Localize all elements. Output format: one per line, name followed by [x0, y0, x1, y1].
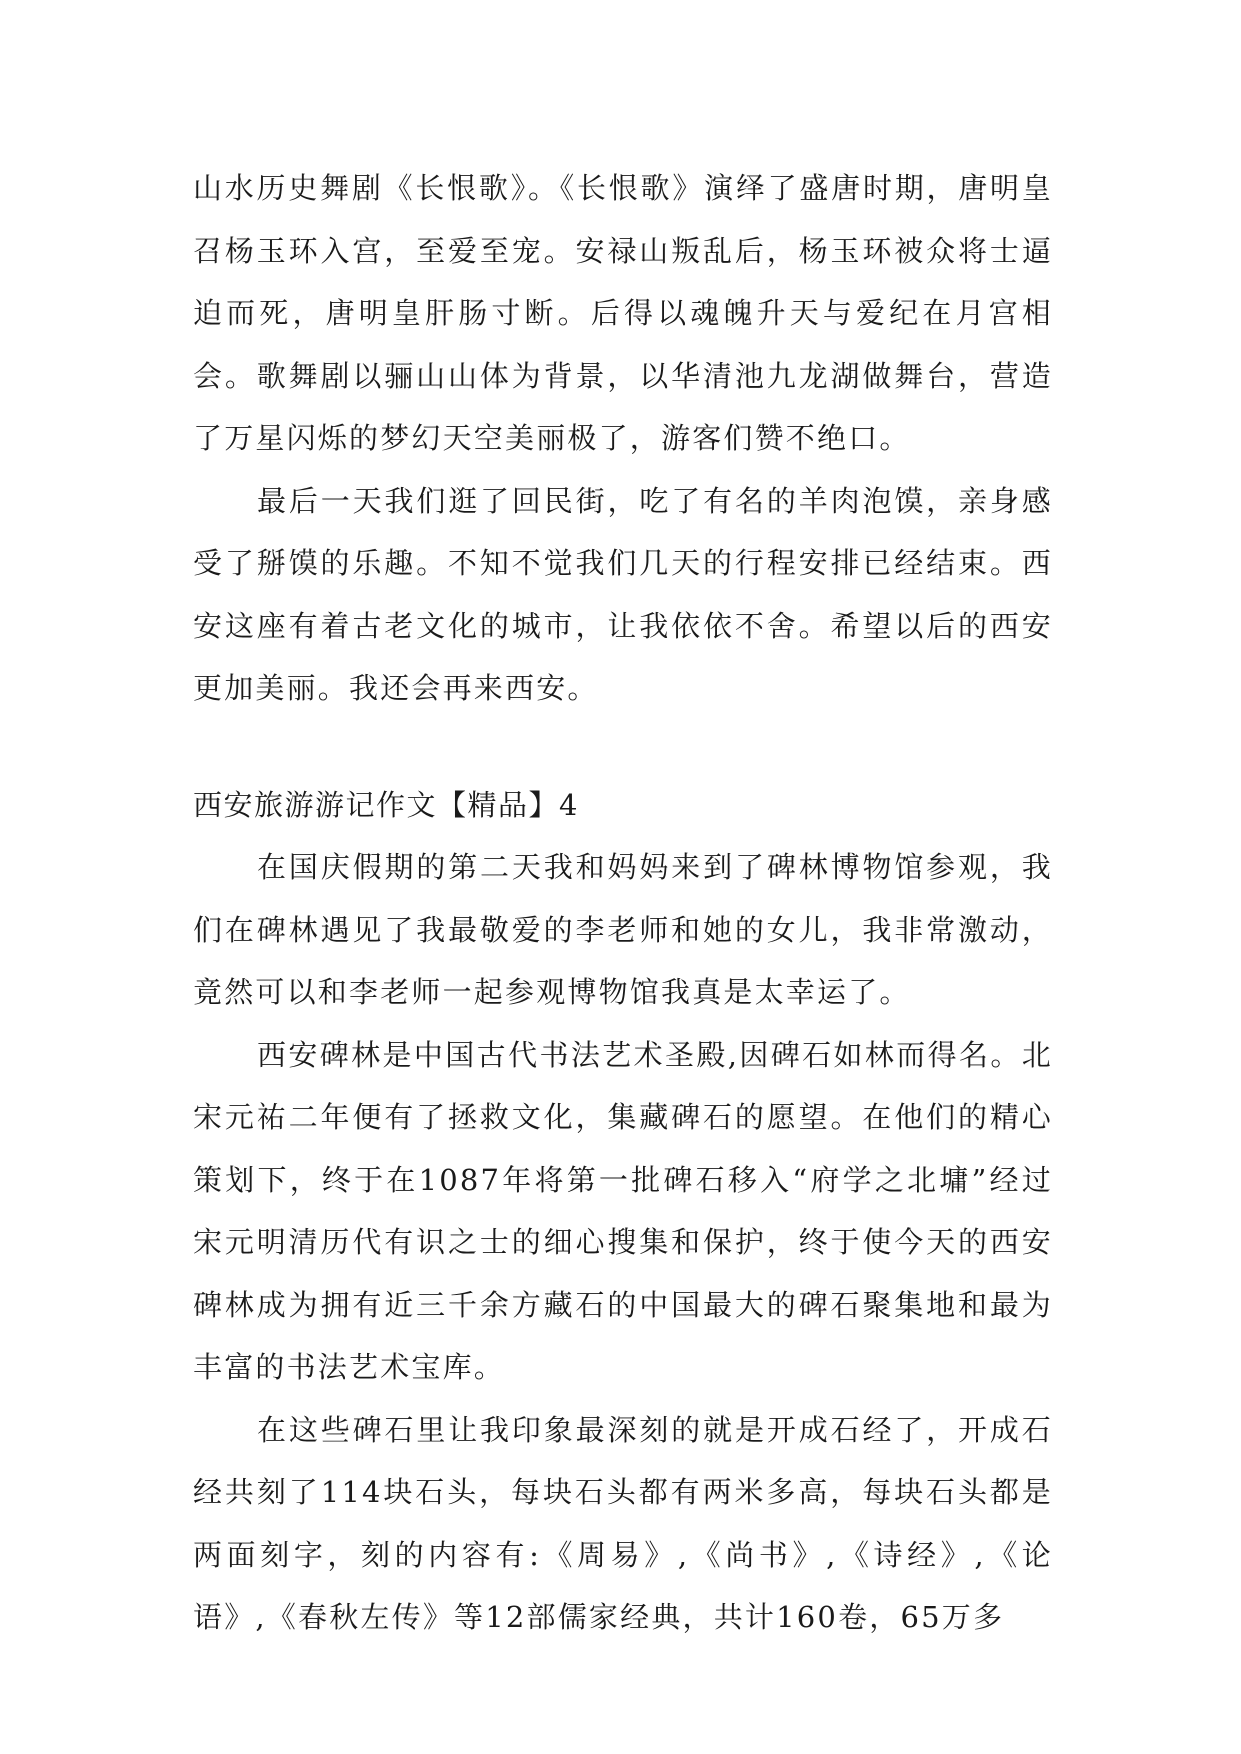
paragraph-national-day: 在国庆假期的第二天我和妈妈来到了碑林博物馆参观，我们在碑林遇见了我最敬爱的李老师和她的女儿，我非常激动，竟然可以和李老师一起参观博物馆我真是太幸运了。	[193, 850, 1053, 1009]
paragraph-kaicheng-stone-classics: 在这些碑石里让我印象最深刻的就是开成石经了，开成石经共刻了114块石头，每块石头都有两米多高，每块石头都是两面刻字，刻的内容有:《周易》,《尚书》,《诗经》,《论语》,《春秋左传》等12部儒家经典，共计160卷，65万多	[193, 1412, 1053, 1634]
paragraph-last-day: 最后一天我们逛了回民街，吃了有名的羊肉泡馍，亲身感受了掰馍的乐趣。不知不觉我们几天的行程安排已经结束。西安这座有着古老文化的城市，让我依依不舍。希望以后的西安更加美丽。我还会再来西安。	[193, 483, 1053, 705]
paragraph-changhenge: 山水历史舞剧《长恨歌》。《长恨歌》演绎了盛唐时期，唐明皇召杨玉环入宫，至爱至宠。安禄山叛乱后，杨玉环被众将士逼迫而死，唐明皇肝肠寸断。后得以魂魄升天与爱纪在月宫相会。歌舞剧以骊山山体为背景，以华清池九龙湖做舞台，营造了万星闪烁的梦幻天空美丽极了，游客们赞不绝口。	[193, 171, 1053, 455]
paragraph-beilin-history: 西安碑林是中国古代书法艺术圣殿,因碑石如林而得名。北宋元祐二年便有了拯救文化，集藏碑石的愿望。在他们的精心策划下，终于在1087年将第一批碑石移入“府学之北墉”经过宋元明清历代有识之士的细心搜集和保护，终于使今天的西安碑林成为拥有近三千余方藏石的中国最大的碑石聚集地和最为丰富的书法艺术宝库。	[193, 1037, 1053, 1384]
section-heading: 西安旅游游记作文【精品】4	[193, 787, 579, 822]
document-body	[193, 157, 1053, 1649]
